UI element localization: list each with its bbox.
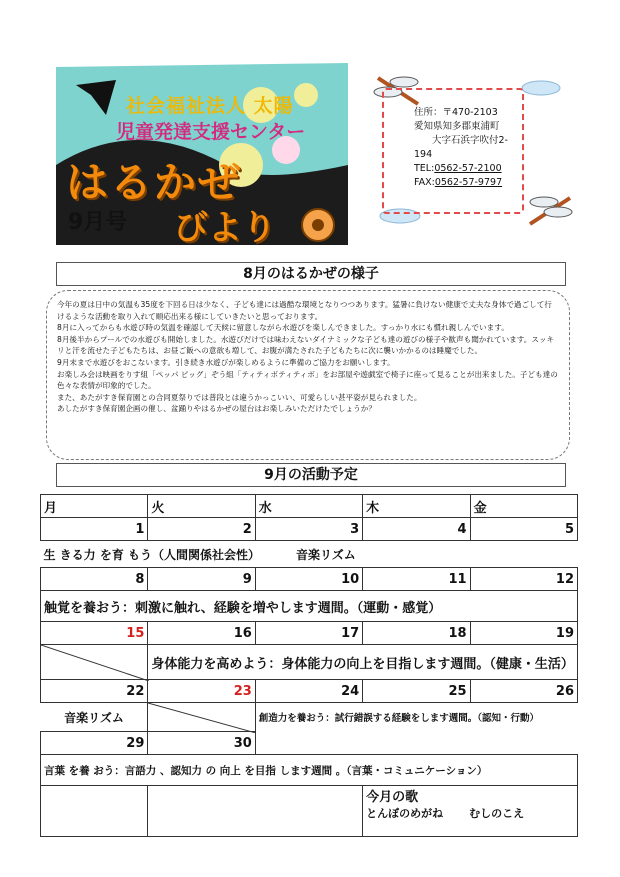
center-name: 児童発達支援センター	[116, 121, 306, 143]
week-row	[41, 622, 578, 645]
activity-calendar	[40, 494, 578, 837]
report-paragraph: また、あたがすき保育園との合同夏祭りでは普段とは違うかっこいい、可愛らしい甚平姿が見られました。	[57, 392, 422, 402]
empty-cell	[41, 786, 148, 837]
report-paragraph: あしたがすき保育園企画の催し、盆踊りやはるかぜの屋台はお楽しみいただけたでしょうか？	[57, 404, 376, 414]
song-name: むしのこえ	[469, 807, 525, 820]
date-cell: 30	[148, 732, 255, 755]
date-cell: 22	[41, 680, 148, 703]
date-cell: 24	[255, 680, 362, 703]
header-banner	[56, 55, 348, 245]
weekday-header	[41, 495, 578, 518]
diagonal-line-icon	[41, 645, 149, 681]
date-cell: 4	[363, 518, 470, 541]
week-note: 音楽リズム	[64, 710, 124, 725]
august-report	[46, 290, 570, 460]
newsletter-subtitle: びより	[174, 208, 276, 245]
date-cell: 10	[255, 568, 362, 591]
date-cell: 2	[148, 518, 255, 541]
date-cell: 26	[470, 680, 577, 703]
week-note-row	[41, 703, 578, 732]
report-paragraph: 8月に入ってからも水遊び時の気温を確認して天候に留意しながら水遊びを楽しんできました。すっかり水にも慣れ親しんでいます。	[57, 323, 509, 333]
weekday-fri: 金	[470, 495, 577, 518]
newsletter-title: はるかぜ	[66, 158, 243, 207]
week-note: 創造力を養おう：試行錯誤する経験をします週間。（認知・行動）	[258, 713, 540, 725]
report-paragraph: 9月末まで水遊びをおこないます。引き続き水遊びが楽しめるように準備のご協力をお願いします。	[57, 357, 395, 367]
week-note: 触覚を養おう：刺激に触れ、経験を増やします週間。（運動・感覚）	[41, 591, 578, 622]
date-cell: 8	[41, 568, 148, 591]
august-section-title: 8月のはるかぜの様子	[56, 262, 566, 286]
date-cell: 19	[470, 622, 577, 645]
date-cell: 3	[255, 518, 362, 541]
date-cell: 12	[470, 568, 577, 591]
empty-cell	[148, 786, 363, 837]
tel-row: TEL:0562-57-2100	[414, 163, 502, 174]
song-name: とんぼのめがね	[366, 807, 444, 820]
week-note: 生 きる力 を育 もう（人間関係社会性） 音楽リズム	[43, 547, 356, 562]
week-row	[41, 732, 578, 755]
date-cell: 18	[363, 622, 470, 645]
address-box	[382, 88, 524, 214]
weekday-tue: 火	[148, 495, 255, 518]
weekday-wed: 水	[255, 495, 362, 518]
song-list	[366, 805, 574, 821]
september-section-title: 9月の活動予定	[56, 463, 566, 487]
report-paragraph: 今年の夏は日中の気温も35度を下回る日は少なく、子ども達には過酷な環境となりつつあります。猛暑に負けない健康で丈夫な身体で過ごして行けるような活動を取り入れて順応出来る様にしていきたいと思っております。	[57, 300, 552, 321]
date-cell: 11	[363, 568, 470, 591]
holiday-date-cell: 15	[41, 622, 148, 645]
date-cell: 9	[148, 568, 255, 591]
weekday-mon: 月	[41, 495, 148, 518]
fax-link[interactable]: 0562-57-9797	[434, 177, 503, 188]
diagonal-cell	[41, 645, 148, 680]
weekday-thu: 木	[363, 495, 470, 518]
date-cell: 25	[363, 680, 470, 703]
report-paragraph: 8月後半からプールでの水遊びも開始しました。水遊びだけでは味わえないダイナミックな子ども達の遊びの様子や歓声も聞かれています。スッキリと汗を流せた子どもたちは、お昼ご飯への意欲も増して、お腹が満たされた子どもたちに次に襲いかかるのは睡魔でした。	[57, 334, 555, 356]
week-note-row	[41, 591, 578, 622]
date-cell: 1	[41, 518, 148, 541]
address-line: 194	[414, 149, 433, 160]
week-row	[41, 518, 578, 541]
empty-cell	[255, 732, 362, 755]
address-line: 愛知県知多郡東浦町	[414, 121, 500, 132]
week-note-row	[41, 645, 578, 680]
week-note-row	[41, 755, 578, 786]
song-title: 今月の歌	[366, 790, 419, 805]
date-cell: 16	[148, 622, 255, 645]
date-cell: 17	[255, 622, 362, 645]
dragonfly-icon	[520, 190, 580, 230]
song-cell	[363, 786, 578, 837]
diagonal-cell	[148, 703, 255, 732]
holiday-date-cell: 23	[148, 680, 255, 703]
empty-cell	[470, 732, 577, 755]
report-paragraph: お楽しみ会は映画をりす組「ペッパ ピッグ」ぞう組「ティティボティティボ」をお部屋や遊戯室で椅子に座って見ることが出来ました。子ども達の色々な表情が印象的でした。	[57, 369, 558, 391]
week-note-row	[41, 541, 578, 568]
week-row	[41, 568, 578, 591]
date-cell: 5	[470, 518, 577, 541]
date-cell: 29	[41, 732, 148, 755]
week-note: 身体能力を高めよう：身体能力の向上を目指します週間。（健康・生活）	[148, 645, 578, 680]
issue-number: 9月号	[68, 210, 128, 235]
week-row	[41, 680, 578, 703]
fax-row: FAX:0562-57-9797	[414, 177, 503, 188]
address-line: 大字石浜字吹付2-	[432, 135, 508, 146]
cloud-icon	[520, 76, 562, 96]
postal-code: 住所：〒470-2103	[414, 107, 498, 118]
week-note: 言葉 を養 おう：言語力 、認知力 の 向上 を目指 します週間 。（言葉・コミュニケーション）	[41, 755, 578, 786]
empty-cell	[363, 732, 470, 755]
tel-link[interactable]: 0562-57-2100	[434, 163, 502, 174]
org-name: 社会福祉法人 太陽	[126, 95, 294, 117]
diagonal-line-icon	[148, 703, 256, 733]
song-row	[41, 786, 578, 837]
